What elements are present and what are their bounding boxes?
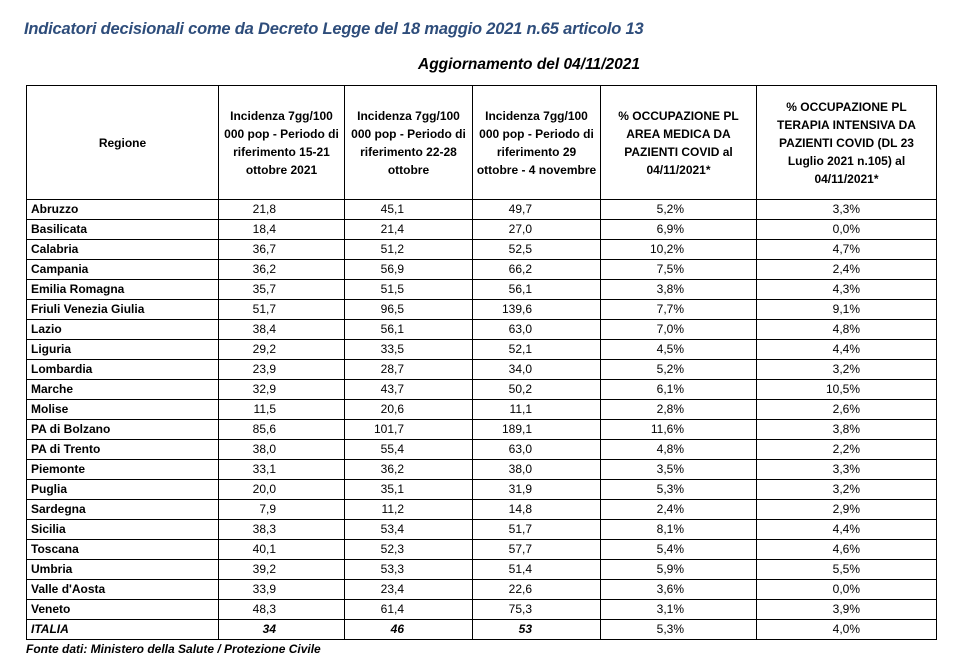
cell-incidenza-15-21: 40,1 (219, 540, 345, 560)
cell-incidenza-15-21: 36,7 (219, 240, 345, 260)
table-row-total (27, 620, 937, 640)
cell-incidenza-29-4: 52,1 (473, 340, 601, 360)
cell-incidenza-22-28: 11,2 (345, 500, 473, 520)
cell-area-medica: 10,2% (601, 240, 757, 260)
table-row (27, 460, 937, 480)
table-row (27, 420, 937, 440)
cell-incidenza-15-21: 36,2 (219, 260, 345, 280)
cell-area-medica: 3,1% (601, 600, 757, 620)
cell-incidenza-15-21: 29,2 (219, 340, 345, 360)
cell-regione: Calabria (27, 240, 219, 260)
indicators-table (26, 85, 937, 640)
table-row (27, 260, 937, 280)
cell-regione: Campania (27, 260, 219, 280)
header-terapia-intensiva: % OCCUPAZIONE PL TERAPIA INTENSIVA DA PAZIENTI COVID (DL 23 Luglio 2021 n.105) al 04/11/2021* (757, 86, 937, 200)
cell-incidenza-22-28: 53,4 (345, 520, 473, 540)
cell-incidenza-22-28: 23,4 (345, 580, 473, 600)
cell-incidenza-29-4: 189,1 (473, 420, 601, 440)
cell-area-medica: 8,1% (601, 520, 757, 540)
cell-terapia-intensiva: 2,6% (757, 400, 937, 420)
cell-incidenza-22-28: 35,1 (345, 480, 473, 500)
header-incidenza-29-4: Incidenza 7gg/100 000 pop - Periodo di riferimento 29 ottobre - 4 novembre (473, 86, 601, 200)
cell-regione: Puglia (27, 480, 219, 500)
cell-incidenza-22-28: 21,4 (345, 220, 473, 240)
table-body (27, 200, 937, 640)
cell-incidenza-15-21: 85,6 (219, 420, 345, 440)
cell-incidenza-22-28: 96,5 (345, 300, 473, 320)
cell-incidenza-29-4: 52,5 (473, 240, 601, 260)
cell-regione: Veneto (27, 600, 219, 620)
cell-regione: Emilia Romagna (27, 280, 219, 300)
cell-incidenza-22-28: 51,5 (345, 280, 473, 300)
header-incidenza-22-28: Incidenza 7gg/100 000 pop - Periodo di riferimento 22-28 ottobre (345, 86, 473, 200)
cell-regione: Sicilia (27, 520, 219, 540)
cell-incidenza-22-28: 52,3 (345, 540, 473, 560)
cell-area-medica: 3,8% (601, 280, 757, 300)
cell-regione: Toscana (27, 540, 219, 560)
cell-terapia-intensiva: 3,2% (757, 480, 937, 500)
cell-regione: Abruzzo (27, 200, 219, 220)
cell-regione: Marche (27, 380, 219, 400)
table-row (27, 320, 937, 340)
cell-incidenza-29-4: 139,6 (473, 300, 601, 320)
cell-regione: Molise (27, 400, 219, 420)
table-row (27, 340, 937, 360)
cell-incidenza-15-21: 20,0 (219, 480, 345, 500)
cell-regione: Basilicata (27, 220, 219, 240)
cell-incidenza-29-4: 66,2 (473, 260, 601, 280)
cell-regione: Valle d'Aosta (27, 580, 219, 600)
cell-incidenza-22-28: 20,6 (345, 400, 473, 420)
cell-incidenza-22-28: 28,7 (345, 360, 473, 380)
cell-area-medica: 11,6% (601, 420, 757, 440)
cell-incidenza-29-4: 49,7 (473, 200, 601, 220)
cell-area-medica: 7,0% (601, 320, 757, 340)
cell-terapia-intensiva: 3,3% (757, 460, 937, 480)
cell-incidenza-15-21: 39,2 (219, 560, 345, 580)
cell-area-medica: 3,5% (601, 460, 757, 480)
cell-incidenza-15-21: 38,3 (219, 520, 345, 540)
cell-incidenza-22-28: 33,5 (345, 340, 473, 360)
cell-incidenza-15-21: 23,9 (219, 360, 345, 380)
table-row (27, 560, 937, 580)
cell-area-medica: 5,4% (601, 540, 757, 560)
table-row (27, 240, 937, 260)
cell-regione: Lombardia (27, 360, 219, 380)
cell-area-medica: 5,3% (601, 480, 757, 500)
cell-terapia-intensiva: 4,6% (757, 540, 937, 560)
cell-incidenza-22-28: 45,1 (345, 200, 473, 220)
cell-terapia-intensiva: 0,0% (757, 220, 937, 240)
table-row (27, 300, 937, 320)
cell-terapia-intensiva: 2,4% (757, 260, 937, 280)
cell-area-medica: 7,5% (601, 260, 757, 280)
table-header-row (27, 86, 937, 200)
header-area-medica: % OCCUPAZIONE PL AREA MEDICA DA PAZIENTI COVID al 04/11/2021* (601, 86, 757, 200)
cell-area-medica: 2,8% (601, 400, 757, 420)
cell-area-medica: 6,9% (601, 220, 757, 240)
cell-incidenza-15-21: 32,9 (219, 380, 345, 400)
table-row (27, 520, 937, 540)
cell-incidenza-15-21: 33,9 (219, 580, 345, 600)
cell-area-medica: 5,9% (601, 560, 757, 580)
header-regione: Regione (27, 86, 219, 200)
cell-incidenza-15-21: 48,3 (219, 600, 345, 620)
cell-incidenza-29-4: 50,2 (473, 380, 601, 400)
cell-incidenza-15-21: 38,4 (219, 320, 345, 340)
cell-incidenza-29-4: 31,9 (473, 480, 601, 500)
cell-incidenza-29-4-total: 53 (473, 620, 601, 640)
table-row (27, 580, 937, 600)
cell-area-medica: 2,4% (601, 500, 757, 520)
cell-incidenza-29-4: 14,8 (473, 500, 601, 520)
cell-terapia-intensiva: 3,2% (757, 360, 937, 380)
table-row (27, 380, 937, 400)
cell-incidenza-29-4: 38,0 (473, 460, 601, 480)
table-row (27, 400, 937, 420)
cell-terapia-intensiva: 3,8% (757, 420, 937, 440)
cell-terapia-intensiva: 9,1% (757, 300, 937, 320)
cell-incidenza-29-4: 51,4 (473, 560, 601, 580)
cell-terapia-intensiva: 2,9% (757, 500, 937, 520)
cell-terapia-intensiva: 10,5% (757, 380, 937, 400)
table-row (27, 500, 937, 520)
table-row (27, 360, 937, 380)
cell-incidenza-22-28: 61,4 (345, 600, 473, 620)
cell-incidenza-22-28: 51,2 (345, 240, 473, 260)
cell-incidenza-29-4: 63,0 (473, 440, 601, 460)
cell-incidenza-15-21: 18,4 (219, 220, 345, 240)
update-date: Aggiornamento del 04/11/2021 (418, 56, 640, 73)
cell-incidenza-29-4: 27,0 (473, 220, 601, 240)
cell-incidenza-22-28: 56,9 (345, 260, 473, 280)
data-source: Fonte dati: Ministero della Salute / Protezione Civile (26, 642, 321, 656)
cell-area-medica: 5,2% (601, 360, 757, 380)
cell-incidenza-29-4: 34,0 (473, 360, 601, 380)
cell-incidenza-29-4: 11,1 (473, 400, 601, 420)
cell-incidenza-29-4: 63,0 (473, 320, 601, 340)
cell-incidenza-15-21: 21,8 (219, 200, 345, 220)
cell-terapia-intensiva: 5,5% (757, 560, 937, 580)
cell-incidenza-22-28: 101,7 (345, 420, 473, 440)
cell-incidenza-22-28: 36,2 (345, 460, 473, 480)
table-row (27, 600, 937, 620)
table-row (27, 480, 937, 500)
cell-incidenza-29-4: 51,7 (473, 520, 601, 540)
cell-incidenza-29-4: 22,6 (473, 580, 601, 600)
cell-incidenza-29-4: 57,7 (473, 540, 601, 560)
table-row (27, 540, 937, 560)
cell-terapia-intensiva: 3,3% (757, 200, 937, 220)
cell-terapia-intensiva: 4,7% (757, 240, 937, 260)
cell-area-medica-total: 5,3% (601, 620, 757, 640)
cell-terapia-intensiva: 4,4% (757, 340, 937, 360)
cell-incidenza-15-21: 38,0 (219, 440, 345, 460)
table-row (27, 200, 937, 220)
cell-regione: Umbria (27, 560, 219, 580)
cell-regione: Piemonte (27, 460, 219, 480)
cell-area-medica: 3,6% (601, 580, 757, 600)
cell-incidenza-15-21: 7,9 (219, 500, 345, 520)
cell-regione: Liguria (27, 340, 219, 360)
cell-terapia-intensiva: 4,8% (757, 320, 937, 340)
cell-regione: PA di Trento (27, 440, 219, 460)
cell-incidenza-22-28-total: 46 (345, 620, 473, 640)
cell-incidenza-15-21: 11,5 (219, 400, 345, 420)
document-title: Indicatori decisionali come da Decreto Legge del 18 maggio 2021 n.65 articolo 13 (24, 20, 644, 38)
cell-incidenza-15-21: 51,7 (219, 300, 345, 320)
cell-incidenza-29-4: 56,1 (473, 280, 601, 300)
cell-incidenza-15-21-total: 34 (219, 620, 345, 640)
cell-incidenza-22-28: 55,4 (345, 440, 473, 460)
cell-regione: Sardegna (27, 500, 219, 520)
cell-terapia-intensiva: 4,4% (757, 520, 937, 540)
cell-incidenza-22-28: 43,7 (345, 380, 473, 400)
cell-regione: Lazio (27, 320, 219, 340)
cell-terapia-intensiva-total: 4,0% (757, 620, 937, 640)
cell-regione: Friuli Venezia Giulia (27, 300, 219, 320)
cell-terapia-intensiva: 0,0% (757, 580, 937, 600)
cell-incidenza-15-21: 33,1 (219, 460, 345, 480)
cell-terapia-intensiva: 4,3% (757, 280, 937, 300)
cell-regione: PA di Bolzano (27, 420, 219, 440)
table-row (27, 440, 937, 460)
cell-incidenza-29-4: 75,3 (473, 600, 601, 620)
cell-terapia-intensiva: 3,9% (757, 600, 937, 620)
cell-area-medica: 4,8% (601, 440, 757, 460)
header-incidenza-15-21: Incidenza 7gg/100 000 pop - Periodo di riferimento 15-21 ottobre 2021 (219, 86, 345, 200)
cell-area-medica: 7,7% (601, 300, 757, 320)
cell-area-medica: 4,5% (601, 340, 757, 360)
cell-area-medica: 5,2% (601, 200, 757, 220)
cell-incidenza-15-21: 35,7 (219, 280, 345, 300)
cell-area-medica: 6,1% (601, 380, 757, 400)
cell-incidenza-22-28: 56,1 (345, 320, 473, 340)
cell-regione-total: ITALIA (27, 620, 219, 640)
table-row (27, 220, 937, 240)
cell-terapia-intensiva: 2,2% (757, 440, 937, 460)
cell-incidenza-22-28: 53,3 (345, 560, 473, 580)
table-row (27, 280, 937, 300)
